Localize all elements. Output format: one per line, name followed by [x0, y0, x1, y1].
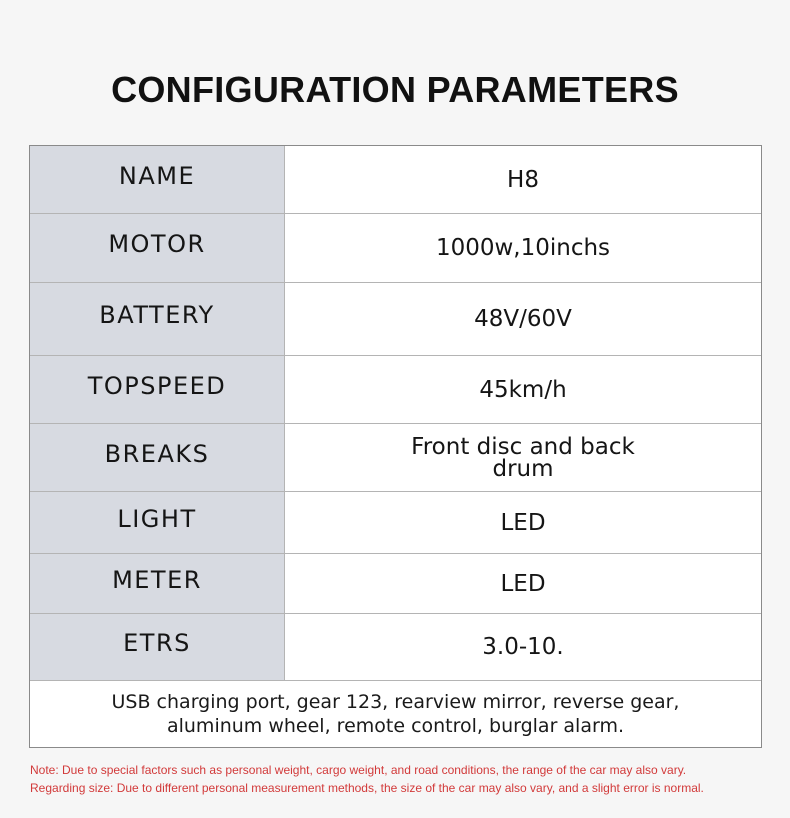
row-label: BREAKS — [30, 424, 285, 491]
row-value-text: Front disc and back drum — [411, 433, 635, 482]
row-value — [285, 356, 761, 423]
row-value-text: LED — [500, 570, 546, 597]
table-row — [30, 214, 761, 283]
row-value-text: H8 — [507, 166, 539, 193]
row-value — [285, 554, 761, 613]
row-value-text: 48V/60V — [474, 306, 572, 332]
features-text: USB charging port, gear 123, rearview mirror, reverse gear, aluminum wheel, remote control, burglar alarm. — [111, 691, 680, 737]
row-value — [285, 614, 761, 680]
row-label: METER — [30, 554, 285, 613]
table-row — [30, 614, 761, 681]
table-row — [30, 283, 761, 356]
row-label: NAME — [30, 146, 285, 213]
row-value — [285, 214, 761, 282]
page-title: CONFIGURATION PARAMETERS — [111, 69, 679, 110]
features-row — [30, 681, 761, 747]
table-row — [30, 424, 761, 492]
row-label: LIGHT — [30, 492, 285, 553]
table-row — [30, 492, 761, 554]
notes — [30, 761, 770, 797]
size-note: Regarding size: Due to different personal measurement methods, the size of the car may also vary, and a slight error is normal. — [30, 781, 704, 795]
row-value — [285, 283, 761, 355]
row-label: TOPSPEED — [30, 356, 285, 423]
row-value-text: LED — [500, 509, 546, 536]
row-value — [285, 424, 761, 491]
table-row — [30, 554, 761, 614]
row-value-text: 3.0-10. — [482, 634, 564, 660]
table-row — [30, 146, 761, 214]
row-value-text: 45km/h — [479, 376, 567, 403]
row-label: BATTERY — [30, 283, 285, 355]
table-row — [30, 356, 761, 424]
range-note: Note: Due to special factors such as personal weight, cargo weight, and road conditions, the range of the car may also vary. — [30, 763, 687, 777]
configuration-table — [29, 145, 762, 748]
row-value — [285, 492, 761, 553]
row-label: ETRS — [30, 614, 285, 680]
row-value — [285, 146, 761, 213]
row-label: MOTOR — [30, 214, 285, 282]
row-value-text: 1000w,10inchs — [435, 235, 611, 261]
